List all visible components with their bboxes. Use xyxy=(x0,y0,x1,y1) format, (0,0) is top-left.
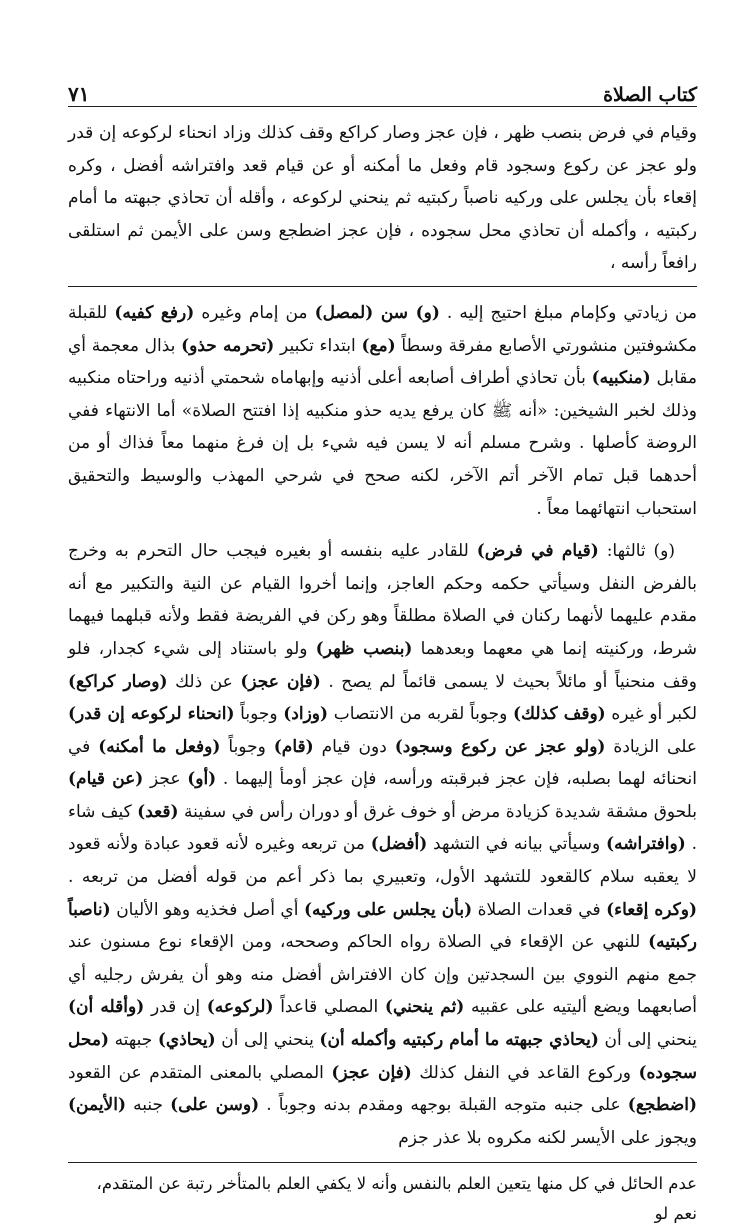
sharh-commentary xyxy=(68,297,697,1154)
sharh-paragraph-1: من زيادتي وكإمام مبلغ احتيج إليه . (و) سن (لمصل) من إمام وغيره (رفع كفيه) للقبلة مكشوفتين منشورتي الأصابع مفرقة وسطاً (مع) ابتداء تكبير (تحرمه حذو) بذال معجمة أي مقابل (منكبيه) بأن تحاذي أطراف أصابعه أعلى أذنيه وإبهاماه شحمتي أذنيه وراحتاه منكبيه وذلك لخبر الشيخين: «أنه ﷺ كان يرفع يديه حذو منكبيه إذا افتتح الصلاة» أما الانتهاء ففي الروضة كأصلها . وشرح مسلم أنه لا يسن فيه شيء بل إن فرغ منهما معاً فذاك أو من أحدهما قبل تمام الآخر أتم الآخر، لكنه صحح في شرحي المهذب والوسيط والتحقيق استحباب انتهائهما معاً . xyxy=(68,302,698,519)
divider xyxy=(68,286,697,287)
page xyxy=(68,70,697,1229)
matn-text: وقيام في فرض بنصب ظهر ، فإن عجز وصار كراكع وقف كذلك وزاد انحناء لركوعه إن قدر ولو عجز عن ركوع وسجود قام وفعل ما أمكنه أو عن قيام قعد وافتراشه أفضل ، وكره إقعاء بأن يجلس على وركيه ناصباً ركبتيه ثم ينحني لركوعه ، وأقله أن تحاذي جبهته ما أمام ركبتيه ، وأكمله أن تحاذي محل سجوده ، فإن عجز اضطجع وسن على الأيمن ثم استلقى رافعاً رأسه ، xyxy=(68,123,697,274)
footnote: عدم الحائل في كل منها يتعين العلم بالنفس وأنه لا يكفي العلم بالمتأخر رتبة عن المتقدم، نعم لو xyxy=(68,1162,697,1229)
book-title: كتاب الصلاة xyxy=(603,84,697,106)
page-number: ٧١ xyxy=(68,82,90,106)
page-header xyxy=(68,70,697,107)
sharh-paragraph-2: (و) ثالثها: (قيام في فرض) للقادر عليه بنفسه أو بغيره فيجب حال التحرم به وخرج بالفرض النفل وسيأتي حكمه وحكم العاجز، وإنما أخروا القيام عن النية والتكبير مع أنه مقدم عليهما لأنهما ركنان في الصلاة مطلقاً وهو ركن في الفريضة فقط ولأنه قبلهما فيهما شرط، وركنيته إنما هي معهما وبعدهما (بنصب ظهر) ولو باستناد إلى شيء كجدار، فلو وقف منحنياً أو مائلاً بحيث لا يسمى قائماً لم يصح . (فإن عجز) عن ذلك (وصار كراكع) لكبر أو غيره (وقف كذلك) وجوباً لقربه من الانتصاب (وزاد) وجوباً (انحناء لركوعه إن قدر) على الزيادة (ولو عجز عن ركوع وسجود) دون قيام (قام) وجوباً (وفعل ما أمكنه) في انحنائه لهما بصلبه، فإن عجز فبرقبته ورأسه، فإن عجز أومأ إليهما . (أو) عجز (عن قيام) بلحوق مشقة شديدة كزيادة مرض أو خوف غرق أو دوران رأس في سفينة (قعد) كيف شاء . (وافتراشه) وسيأتي بيانه في التشهد (أفضل) من تربعه وغيره لأنه قعود عبادة ولأنه قعود لا يعقبه سلام كالقعود للتشهد الأول، وتعبيري بما ذكر أعم من قوله أفضل من تربعه . (وكره إقعاء) في قعدات الصلاة (بأن يجلس على وركيه) أي أصل فخذيه وهو الأليان (ناصباً ركبتيه) للنهي عن الإقعاء في الصلاة رواه الحاكم وصححه، ومن الإقعاء نوع مسنون عند جمع منهم النووي بين السجدتين وإن كان الافتراش أفضل منه وهو أن يفرش رجليه أي أصابعهما ويضع أليتيه على عقبيه (ثم ينحني) المصلي قاعداً (لركوعه) إن قدر (وأقله أن) ينحني إلى أن (يحاذي جبهته ما أمام ركبتيه وأكمله أن) ينحني إلى أن (يحاذي) جبهته (محل سجوده) وركوع القاعد في النفل كذلك (فإن عجز) المصلي بالمعنى المتقدم عن القعود (اضطجع) على جنبه متوجه القبلة بوجهه ومقدم بدنه وجوباً . (وسن على) جنبه (الأيمن) ويجوز على الأيسر لكنه مكروه بلا عذر جزم xyxy=(68,541,698,1148)
